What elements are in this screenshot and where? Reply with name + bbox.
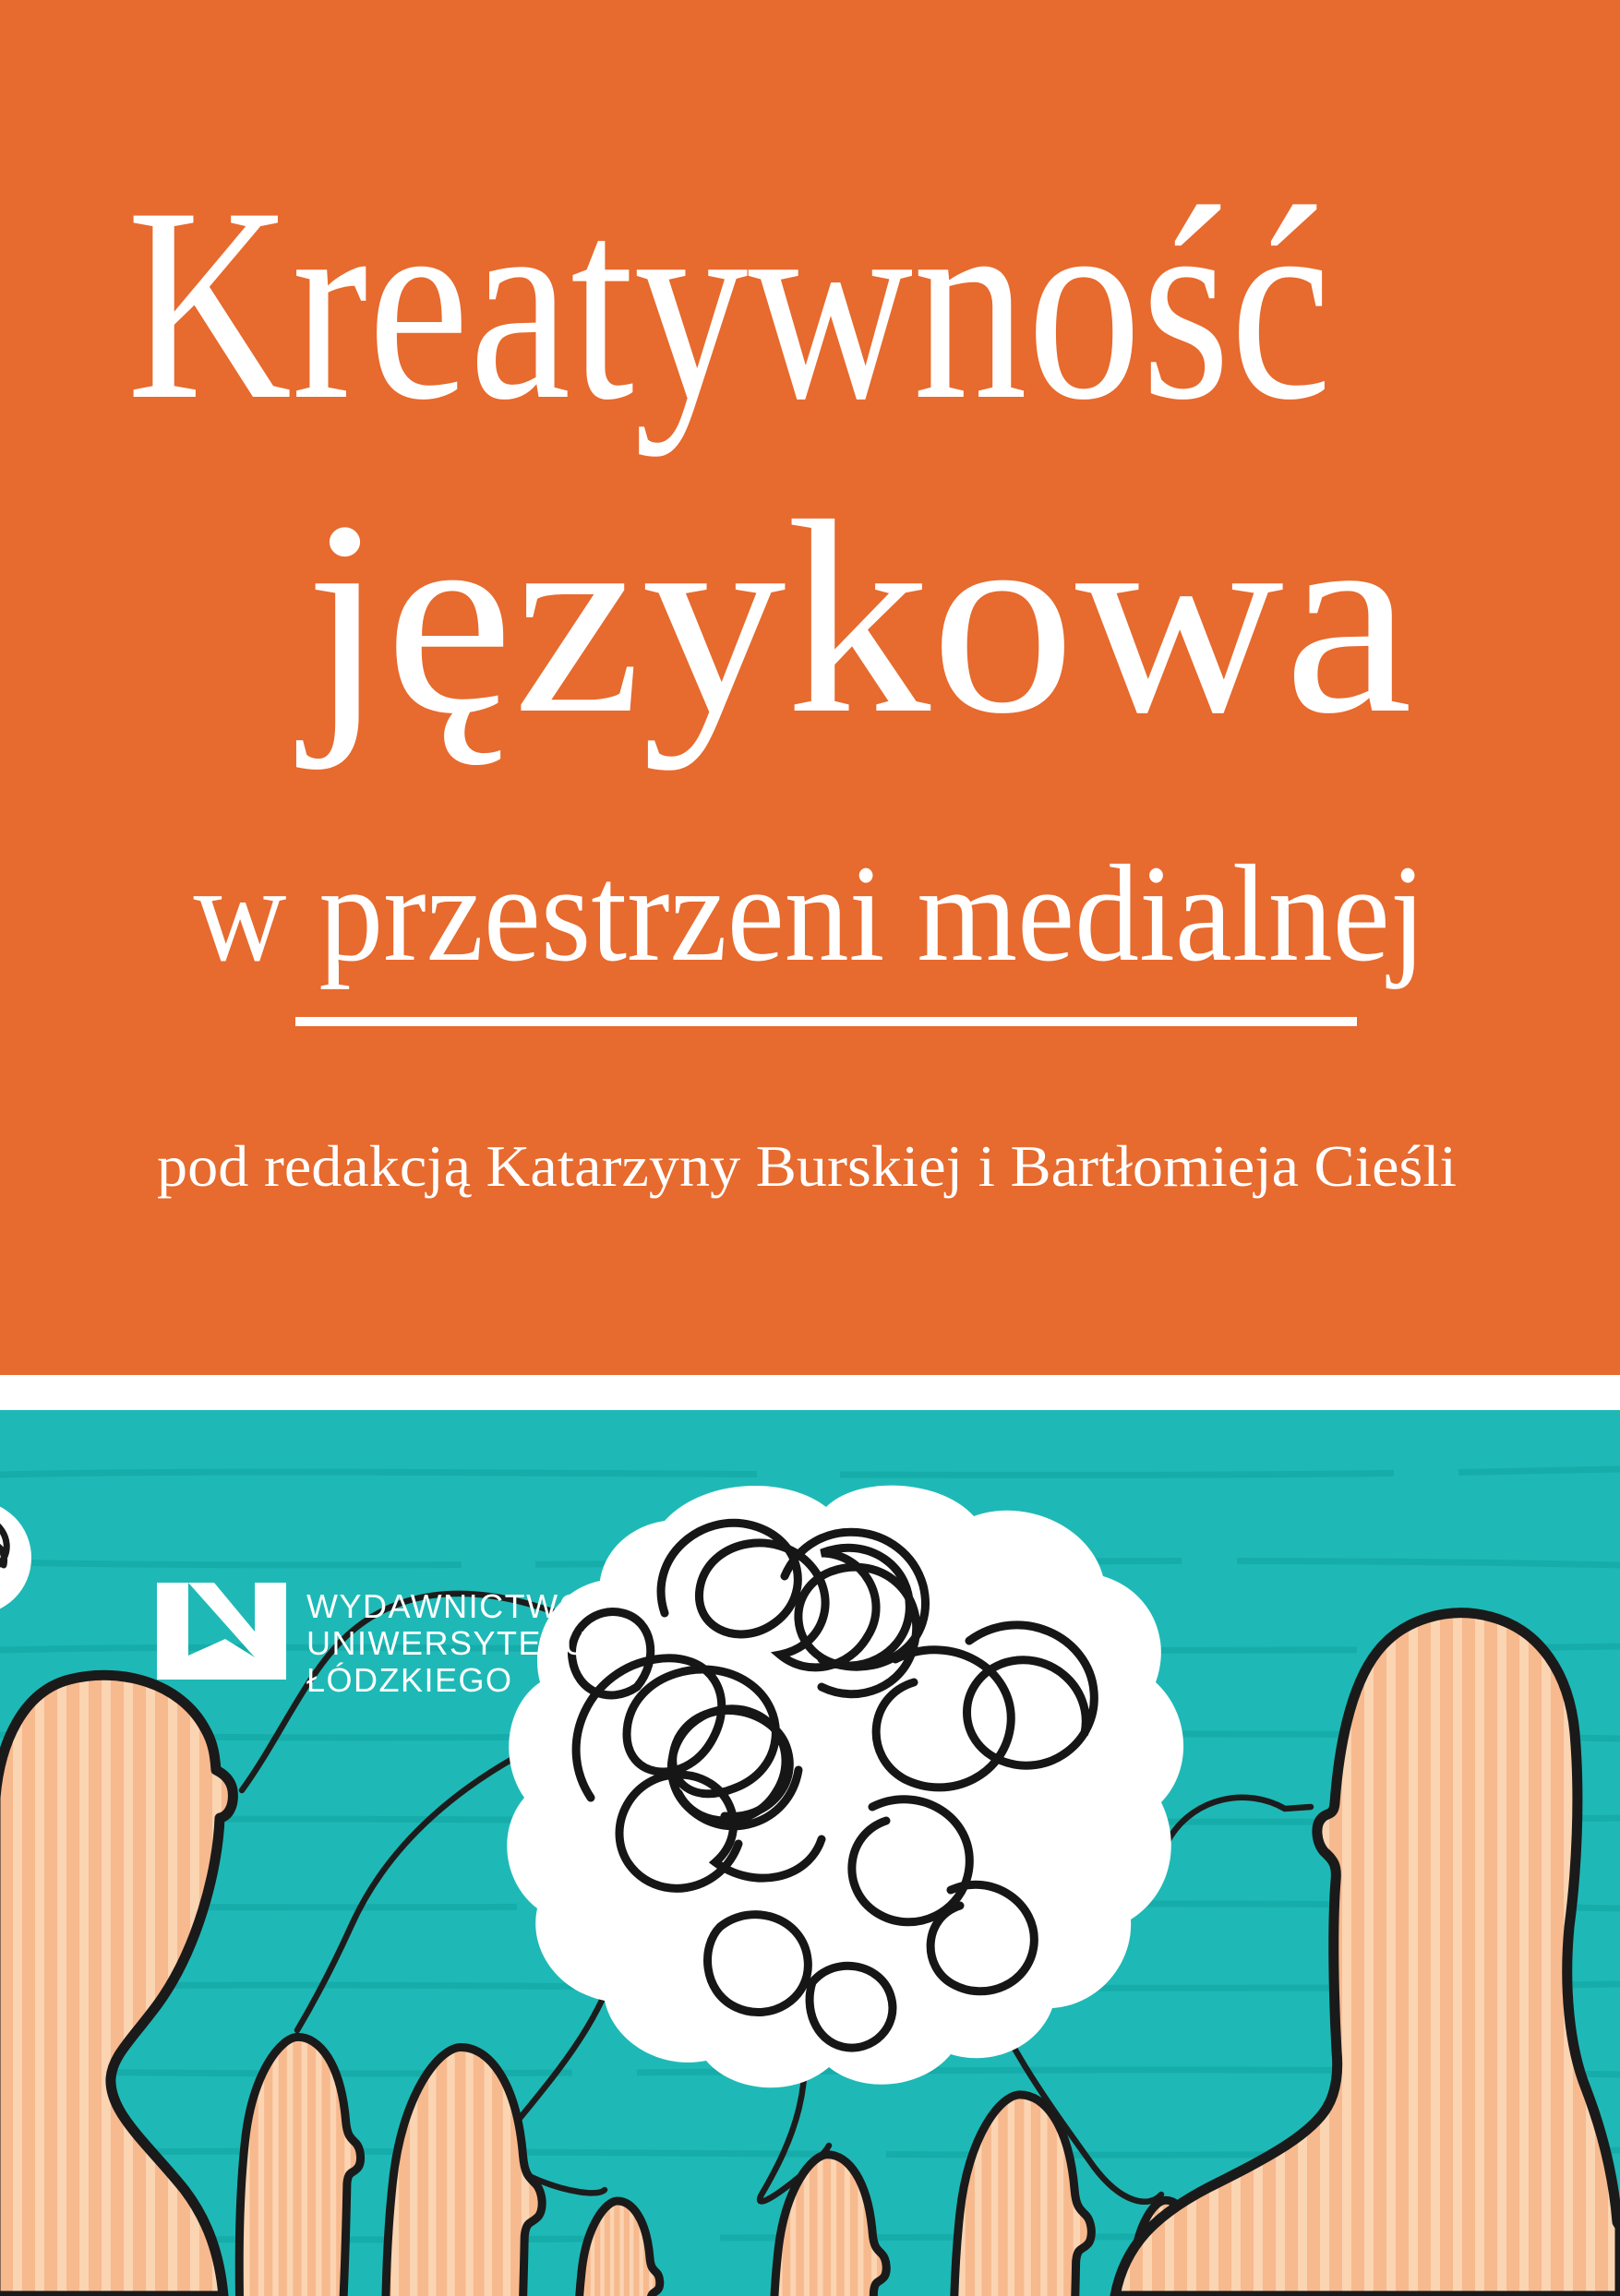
- head-silhouette: [578, 2201, 660, 2296]
- tangle-cloud: [507, 1486, 1183, 2088]
- separator-strip: [0, 1375, 1620, 1410]
- illustration-band: [0, 1410, 1620, 2296]
- publisher-name-line1: WYDAWNICTWO: [306, 1587, 587, 1625]
- title-line-1: Kreatywność: [126, 150, 1332, 457]
- head-silhouette: [385, 2047, 542, 2296]
- publisher-logo: [157, 1583, 589, 1699]
- subtitle: w przestrzeni medialnej: [193, 837, 1426, 990]
- publisher-name-line2: UNIWERSYTETU: [306, 1624, 589, 1662]
- right-figure-silhouette: [1115, 1613, 1620, 2296]
- title-line-2: językowa: [295, 464, 1412, 771]
- left-edge-scribble-blob: [0, 1501, 31, 1615]
- head-silhouette: [773, 2155, 886, 2296]
- publisher-name-line3: ŁÓDZKIEGO: [306, 1661, 513, 1699]
- publisher-logo-icon: [157, 1583, 286, 1680]
- crowd-illustration: [0, 1410, 1620, 2296]
- editors-line: pod redakcją Katarzyny Burskiej i Bartłomieja Cieśli: [157, 1133, 1457, 1199]
- head-silhouette: [954, 2095, 1092, 2296]
- cloud-blob: [507, 1486, 1183, 2088]
- divider-rule: [295, 1017, 1357, 1026]
